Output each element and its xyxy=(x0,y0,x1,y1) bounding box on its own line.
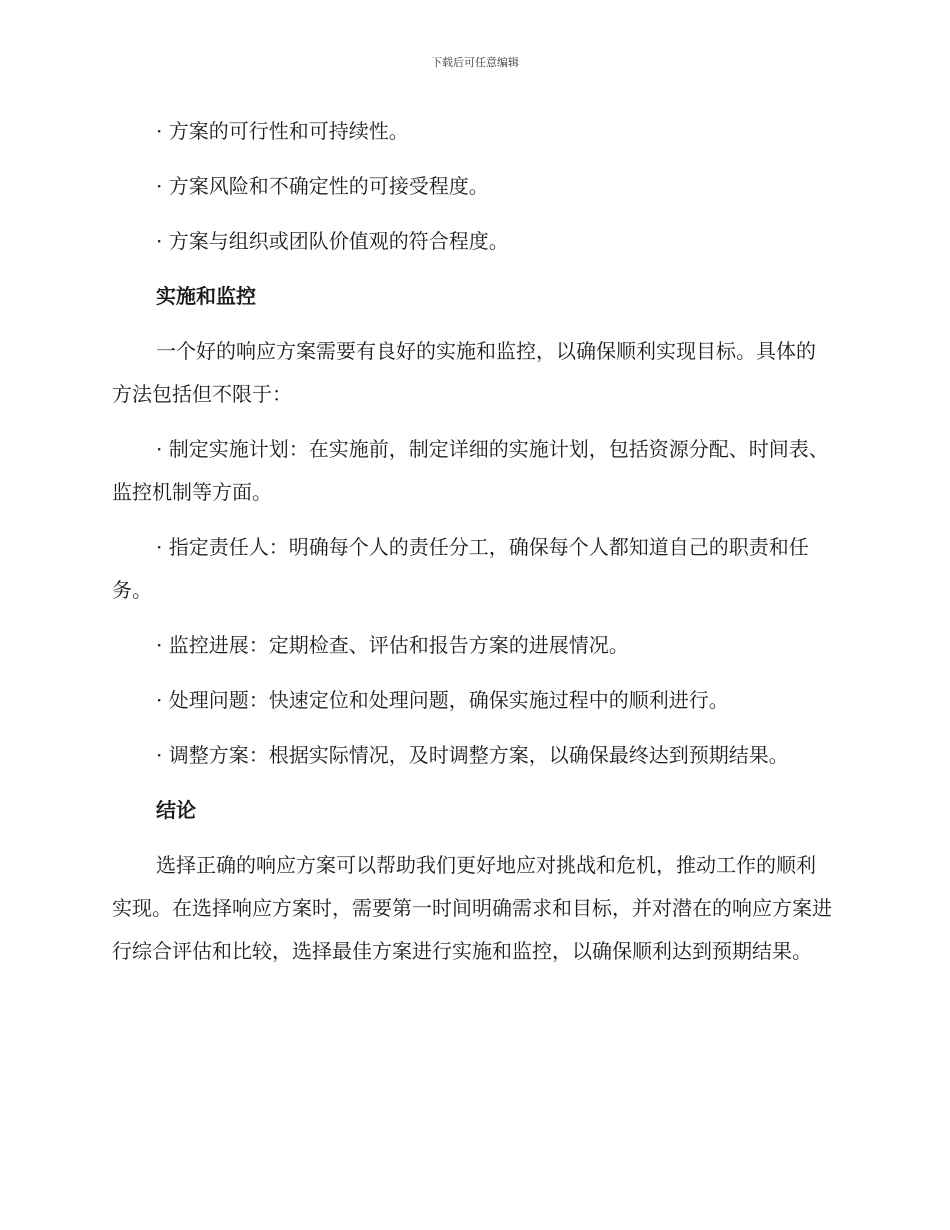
document-body xyxy=(112,110,832,985)
page-header: 下载后可任意编辑 xyxy=(431,56,519,69)
conclusion-paragraph: 选择正确的响应方案可以帮助我们更好地应对挑战和危机，推动工作的顺利实现。在选择响应方案时，需要第一时间明确需求和目标，并对潜在的响应方案进行综合评估和比较，选择最佳方案进行实施和监控，以确保顺利达到预期结果。 xyxy=(112,853,832,963)
bullet-adjust: · 调整方案：根据实际情况，及时调整方案，以确保最终达到预期结果。 xyxy=(156,743,789,767)
bullet-values: · 方案与组织或团队价值观的符合程度。 xyxy=(156,229,509,253)
section-heading-implementation: 实施和监控 xyxy=(156,284,256,308)
bullet-risk: · 方案风险和不确定性的可接受程度。 xyxy=(156,174,489,198)
section-heading-conclusion: 结论 xyxy=(156,798,196,822)
bullet-owner: · 指定责任人：明确每个人的责任分工，确保每个人都知道自己的职责和任务。 xyxy=(112,535,809,602)
bullet-plan: · 制定实施计划：在实施前，制定详细的实施计划，包括资源分配、时间表、监控机制等方面。 xyxy=(112,437,829,504)
implementation-intro: 一个好的响应方案需要有良好的实施和监控，以确保顺利实现目标。具体的方法包括但不限于： xyxy=(112,339,816,406)
bullet-monitor: · 监控进展：定期检查、评估和报告方案的进展情况。 xyxy=(156,633,629,657)
bullet-issues: · 处理问题：快速定位和处理问题，确保实施过程中的顺利进行。 xyxy=(156,688,729,712)
bullet-feasibility: · 方案的可行性和可持续性。 xyxy=(156,119,409,143)
